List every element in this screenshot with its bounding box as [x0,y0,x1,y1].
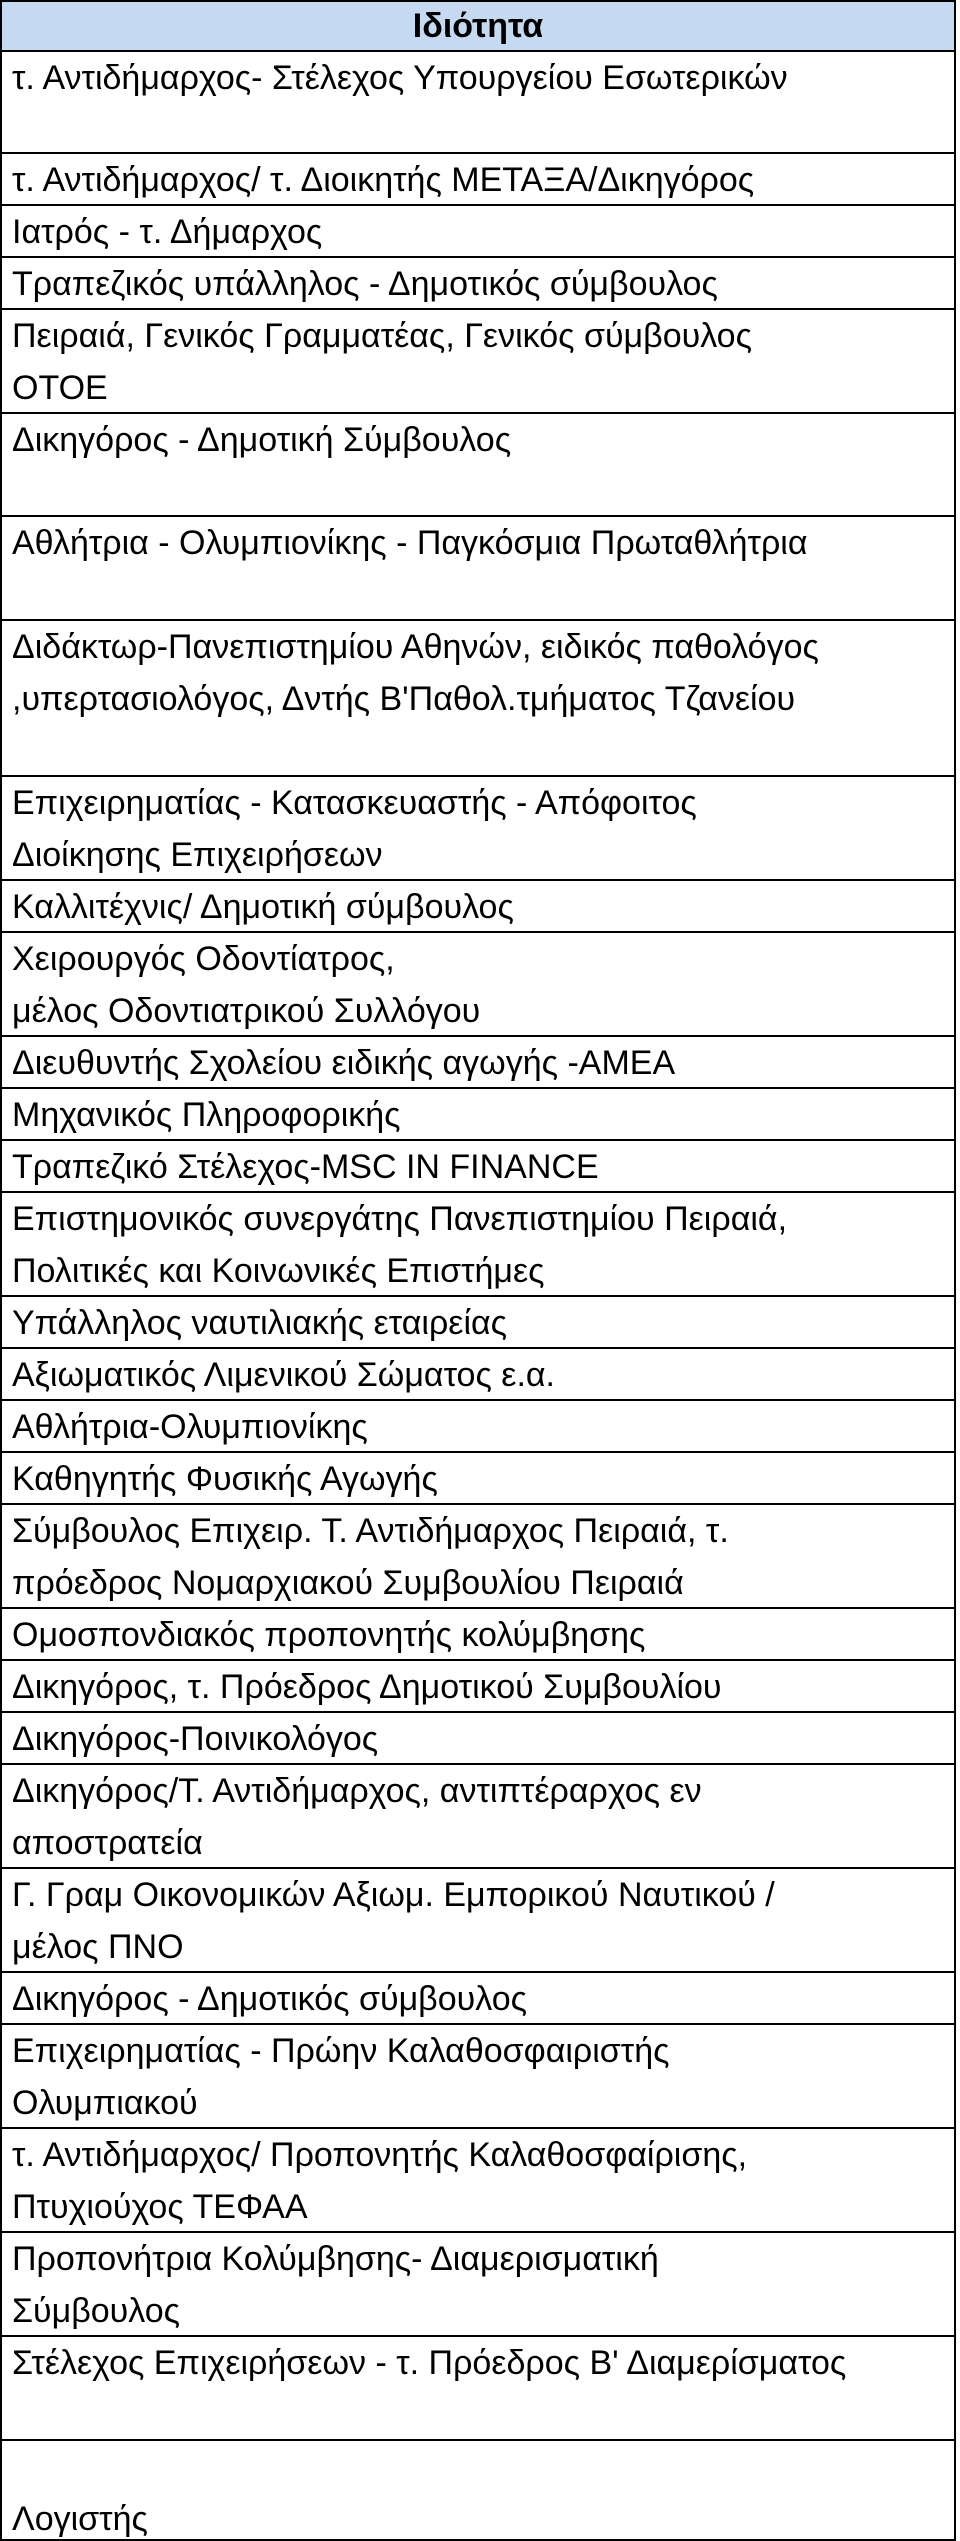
table-cell-text: Πειραιά, Γενικός Γραμματέας, Γενικός σύμβουλος [12,317,752,355]
table-row [2,1661,954,1713]
table-row [2,881,954,933]
table-cell-text: Δικηγόρος-Ποινικολόγος [12,1720,379,1758]
table-row [2,414,954,517]
table-row [2,621,954,777]
table-cell-text: πρόεδρος Νομαρχιακού Συμβουλίου Πειραιά [12,1564,684,1602]
table-cell-text: τ. Αντιδήμαρχος/ Προπονητής Καλαθοσφαίρισης, [12,2136,748,2174]
table-cell-text: τ. Αντιδήμαρχος/ τ. Διοικητής ΜΕΤΑΞΑ/Δικηγόρος [12,161,755,199]
table-cell-text: Λογιστής [12,2500,148,2538]
table-cell-text: Μηχανικός Πληροφορικής [12,1096,401,1134]
table-cell-text: Διοίκησης Επιχειρήσεων [12,836,383,874]
table-row [2,2025,954,2129]
table-cell-text: Τραπεζικός υπάλληλος - Δημοτικός σύμβουλος [12,265,718,303]
table-row [2,1453,954,1505]
table-row [2,258,954,310]
table-cell-text: Τραπεζικό Στέλεχος-MSC IN FINANCE [12,1148,599,1186]
table-row [2,154,954,206]
table-row [2,1037,954,1089]
table-cell-text: Επιχειρηματίας - Κατασκευαστής - Απόφοιτος [12,784,697,822]
table-cell-text: Ολυμπιακού [12,2084,198,2122]
table-row [2,1089,954,1141]
table-cell-text: Επιχειρηματίας - Πρώην Καλαθοσφαιριστής [12,2032,670,2070]
table-cell-text: Δικηγόρος/Τ. Αντιδήμαρχος, αντιπτέραρχος εν [12,1772,702,1810]
table-row [2,310,954,414]
table-cell-text: Δικηγόρος, τ. Πρόεδρος Δημοτικού Συμβουλίου [12,1668,722,1706]
table-row [2,1193,954,1297]
table-cell-text: Σύμβουλος Επιχειρ. Τ. Αντιδήμαρχος Πειραιά, τ. [12,1512,729,1550]
table-cell-text: ΟΤΟΕ [12,369,108,407]
table-cell-text: Γ. Γραμ Οικονομικών Αξιωμ. Εμπορικού Ναυτικού / [12,1876,775,1914]
table-cell-text: Δικηγόρος - Δημοτική Σύμβουλος [12,421,512,459]
table-cell-text: Στέλεχος Επιχειρήσεων - τ. Πρόεδρος Β' Διαμερίσματος [12,2344,847,2382]
table-row [2,1869,954,1973]
table-cell-text: Επιστημονικός συνεργάτης Πανεπιστημίου Πειραιά, [12,1200,788,1238]
table-cell-text: Αθλήτρια - Ολυμπιονίκης - Παγκόσμια Πρωταθλήτρια [12,524,808,562]
table-row [2,1973,954,2025]
table-cell-text: Ιατρός - τ. Δήμαρχος [12,213,323,251]
table-row [2,517,954,621]
table-row [2,1765,954,1869]
table-row [2,2337,954,2441]
table-row [2,1401,954,1453]
table-row [2,1713,954,1765]
table-cell-text: Προπονήτρια Κολύμβησης- Διαμερισματική [12,2240,659,2278]
table-cell-text: μέλος Οδοντιατρικού Συλλόγου [12,992,481,1030]
table-header: Ιδιότητα [2,2,954,52]
table-row [2,2233,954,2337]
table-row [2,1141,954,1193]
table-cell-text: Ομοσπονδιακός προπονητής κολύμβησης [12,1616,646,1654]
table-cell-text: μέλος ΠΝΟ [12,1928,184,1966]
table-cell-text [12,2441,954,2493]
table-cell-text: Δικηγόρος - Δημοτικός σύμβουλος [12,1980,528,2018]
table-cell-text: Υπάλληλος ναυτιλιακής εταιρείας [12,1304,508,1342]
table-row [2,933,954,1037]
table-cell-text: αποστρατεία [12,1824,203,1862]
table-row [2,1505,954,1609]
table-cell-text: Καθηγητής Φυσικής Αγωγής [12,1460,438,1498]
table-body [2,52,954,2539]
table-row [2,1297,954,1349]
table-cell-text: ,υπερτασιολόγος, Δντής Β'Παθολ.τμήματος Τζανείου [12,680,796,718]
table-cell-text: Καλλιτέχνις/ Δημοτική σύμβουλος [12,888,514,926]
table-row [2,1349,954,1401]
table-row [2,777,954,881]
table-cell-text: τ. Αντιδήμαρχος- Στέλεχος Υπουργείου Εσωτερικών [12,59,788,97]
table-cell-text: Σύμβουλος [12,2292,181,2330]
table-cell-text: Πτυχιούχος ΤΕΦΑΑ [12,2188,308,2226]
table-row [2,2441,954,2539]
table-row [2,52,954,154]
table-cell-text: Διευθυντής Σχολείου ειδικής αγωγής -ΑΜΕΑ [12,1044,676,1082]
table-row [2,206,954,258]
table-row [2,1609,954,1661]
table-row [2,2129,954,2233]
table-cell-text: Αθλήτρια-Ολυμπιονίκης [12,1408,368,1446]
table-cell-text: Αξιωματικός Λιμενικού Σώματος ε.α. [12,1356,555,1394]
table-cell-text: Διδάκτωρ-Πανεπιστημίου Αθηνών, ειδικός παθολόγος [12,628,819,666]
table-cell-text: Πολιτικές και Κοινωνικές Επιστήμες [12,1252,545,1290]
table-cell-text: Χειρουργός Οδοντίατρος, [12,940,395,978]
